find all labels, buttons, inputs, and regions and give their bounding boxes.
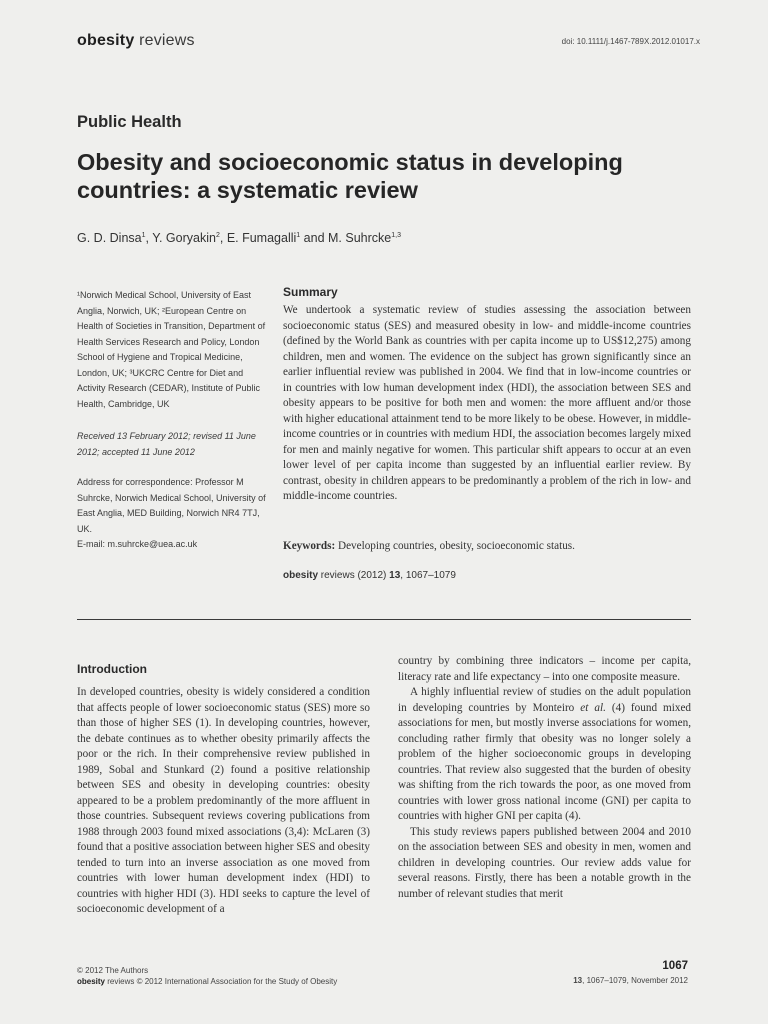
body-paragraph: country by combining three indicators – income per capita, literacy rate and life expectancy – into one composite measure. xyxy=(398,655,691,683)
keywords-label: Keywords: xyxy=(283,540,336,552)
received-dates: Received 13 February 2012; revised 11 June 2012; accepted 11 June 2012 xyxy=(77,431,256,457)
footer-volume: 13 xyxy=(573,976,583,985)
author-separator: , xyxy=(145,231,153,245)
footer-copyright xyxy=(77,965,337,987)
author-name: E. Fumagalli xyxy=(226,231,297,245)
body-paragraph: This study reviews papers published between 2004 and 2010 on the association between SES and obesity in men, women and children in developing countries. Our review adds value for several reasons. Firstly, there has been a notable growth in the number of relevant studies that merit xyxy=(398,825,691,900)
author-list xyxy=(77,231,401,245)
affiliations: ¹Norwich Medical School, University of East Anglia, Norwich, UK; ²European Centre on Health of Societies in Transition, Department of Health Services Research and Policy, London School of Hygiene and Tropical Medicine, London, UK; ³UKCRC Centre for Diet and Activity Research (CEDAR), Institute of Public Health, Cambridge, UK xyxy=(77,290,266,409)
author-affiliation-mark: 2 xyxy=(215,231,220,239)
journal-name-rest: reviews xyxy=(139,32,195,49)
keywords-text: Developing countries, obesity, socioeconomic status. xyxy=(335,540,575,552)
author-affiliation-mark: 1,3 xyxy=(391,231,401,239)
body-text: (4) found mixed associations for men, but mostly inverse associations for women, concluding rather firmly that obesity was no longer solely a problem of the higher socioeconomic groups in developing countries. That review also suggested that the burden of obesity was shifting from the rich towards the poor, as one moved from countries with lower gross national income (GNI) per capita to countries with higher GNI per capita (4). xyxy=(398,701,692,822)
correspondence xyxy=(77,475,267,553)
body-paragraph xyxy=(398,685,691,825)
footer-volume-info xyxy=(573,976,688,985)
citation-year: reviews (2012) xyxy=(318,570,390,581)
author-affiliation-mark: 1 xyxy=(141,231,146,239)
footer-journal-bold: obesity xyxy=(77,977,106,986)
correspondence-address: Address for correspondence: Professor M Suhrcke, Norwich Medical School, University of East Anglia, MED Building, Norwich NR4 7TJ, UK. xyxy=(77,477,266,534)
summary-heading: Summary xyxy=(283,285,338,299)
journal-copyright-line xyxy=(77,976,337,987)
body-column-right xyxy=(398,654,691,902)
correspondence-email[interactable]: E-mail: m.suhrcke@uea.ac.uk xyxy=(77,539,198,549)
body-text: A highly influential review of studies on the adult population in developing countries by Monteiro xyxy=(398,686,691,714)
journal-brand xyxy=(77,32,195,50)
keywords xyxy=(283,540,691,552)
body-column-left xyxy=(77,685,370,918)
article-title: Obesity and socioeconomic status in developing countries: a systematic review xyxy=(77,149,623,203)
author-name: M. Suhrcke xyxy=(328,231,392,245)
footer-journal-rest: reviews © 2012 International Association for the Study of Obesity xyxy=(105,977,338,986)
copyright-line: © 2012 The Authors xyxy=(77,966,149,975)
introduction-heading: Introduction xyxy=(77,662,147,676)
section-divider xyxy=(77,619,691,620)
summary-text: We undertook a systematic review of studies assessing the association between socioeconomic status (SES) and measured obesity in low- and middle-income countries (defined by the World Bank as countries with per capita income up to US$12,275) among children, men and women. The evidence on the subject has grown significantly since an earlier influential review was published in 2004. We find that in low-income countries or in countries with low human development index (HDI), the association between SES and obesity appears to be positive for both men and women: the more affluent and/or those with higher educational attainment tend to be more likely to be obese. However, in middle-income countries or in countries with medium HDI, the association becomes largely mixed for men and mainly negative for women. This particular shift appears to occur at an even lower level of per capita income than suggested by an influential earlier review. By contrast, obesity in children appears to be predominantly a problem of the rich in low- and middle-income countries. xyxy=(283,304,691,502)
journal-name-bold: obesity xyxy=(77,32,135,49)
citation xyxy=(283,570,456,581)
citation-journal: obesity xyxy=(283,570,319,581)
author-name: G. D. Dinsa xyxy=(77,231,142,245)
author-separator: , xyxy=(219,231,227,245)
doi: doi: 10.1111/j.1467-789X.2012.01017.x xyxy=(561,37,700,46)
author-name: Y. Goryakin xyxy=(152,231,216,245)
citation-pages: , 1067–1079 xyxy=(400,570,456,581)
footer-pages-date: , 1067–1079, November 2012 xyxy=(582,976,688,985)
section-label: Public Health xyxy=(77,113,182,131)
page-number: 1067 xyxy=(662,960,688,972)
body-paragraph: In developed countries, obesity is widely considered a condition that affects people of lower socioeconomic status (SES) more so than those of higher SES (1). In developing countries, however, the debate continues as to whether obesity primarily affects the poor or the rich. In their comprehensive review published in 1989, Sobal and Stunkard (2) found a positive relationship between SES and obesity in developing countries: obesity appeared to be a problem predominantly of the more affluent in those countries. Subsequent reviews covering publications from 1988 through 2003 found mixed associations (3,4): McLaren (3) found that a positive association between higher SES and obesity tended to turn into an inverse association as one moved from countries with lower human development index (HDI) to countries with higher HDI (3). HDI seeks to capture the level of socioeconomic development of a xyxy=(77,686,370,915)
citation-volume: 13 xyxy=(389,570,401,581)
author-separator: and xyxy=(300,231,329,245)
author-affiliation-mark: 1 xyxy=(296,231,301,239)
body-text-italic: et al. xyxy=(580,701,606,714)
